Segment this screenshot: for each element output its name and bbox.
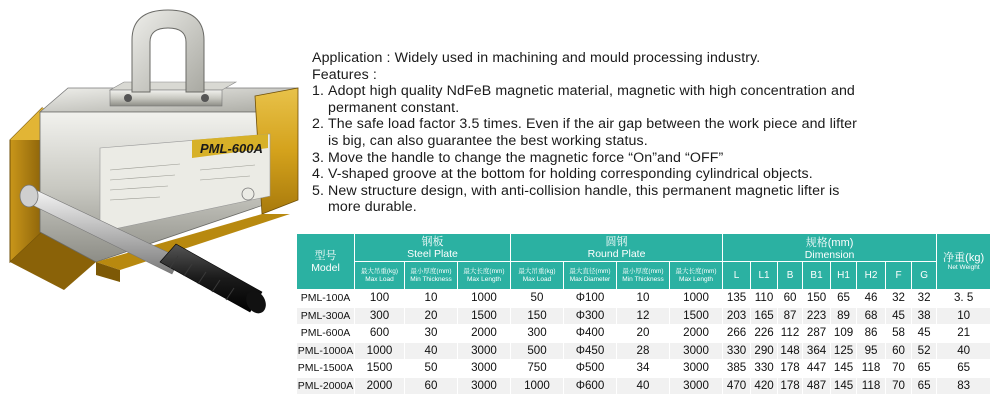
table-cell: 3. 5 — [937, 290, 991, 308]
table-cell: 470 — [723, 377, 751, 395]
table-cell: 1000 — [670, 290, 723, 308]
table-cell: 3000 — [458, 377, 511, 395]
table-cell: 300 — [511, 325, 564, 343]
feature-text: Move the handle to change the magnetic force “On”and “OFF” — [328, 149, 724, 166]
table-cell: 447 — [803, 360, 831, 378]
table-cell: 60 — [886, 342, 912, 360]
table-cell: 65 — [937, 360, 991, 378]
table-cell: 65 — [912, 360, 937, 378]
features-heading: Features : — [312, 66, 377, 83]
table-cell: 150 — [511, 307, 564, 325]
feature-text: New structure design, with anti-collision handle, this permanent magnetic lifter is — [328, 182, 840, 199]
table-cell: 125 — [831, 342, 857, 360]
table-cell: 3000 — [458, 360, 511, 378]
table-cell: 1500 — [355, 360, 405, 378]
table-cell: 145 — [831, 377, 857, 395]
table-cell: 87 — [778, 307, 803, 325]
table-row — [297, 377, 991, 395]
feature-text: more durable. — [328, 199, 417, 216]
subheader-round-max-length: 最大长度(mm) Max Length — [670, 262, 723, 290]
table-cell: 95 — [857, 342, 886, 360]
subheader-dim-h1: H1 — [831, 262, 857, 290]
table-cell: 32 — [912, 290, 937, 308]
table-cell: 40 — [937, 342, 991, 360]
table-row — [297, 360, 991, 378]
table-cell: 34 — [617, 360, 670, 378]
table-cell: 300 — [355, 307, 405, 325]
subheader-round-max-load: 最大吊重(kg) Max Load — [511, 262, 564, 290]
table-cell: 110 — [751, 290, 778, 308]
table-cell: 65 — [831, 290, 857, 308]
feature-number: 3. — [312, 149, 325, 166]
table-cell: 487 — [803, 377, 831, 395]
feature-text: is big, can also guarantee the best working status. — [328, 132, 648, 149]
table-cell-model: PML-1000A — [297, 342, 355, 360]
table-cell-model: PML-2000A — [297, 377, 355, 395]
table-cell: 500 — [511, 342, 564, 360]
product-image — [0, 0, 300, 320]
table-cell: 109 — [831, 325, 857, 343]
table-cell: 2000 — [355, 377, 405, 395]
table-cell: Φ100 — [564, 290, 617, 308]
table-cell: 89 — [831, 307, 857, 325]
product-description — [312, 50, 912, 216]
subheader-steel-max-load: 最大吊重(kg) Max Load — [355, 262, 405, 290]
table-cell-model: PML-100A — [297, 290, 355, 308]
table-cell: 32 — [886, 290, 912, 308]
subheader-steel-max-length: 最大长度(mm) Max Length — [458, 262, 511, 290]
feature-number: 2. — [312, 116, 325, 133]
table-cell: 3000 — [670, 360, 723, 378]
table-cell: 145 — [831, 360, 857, 378]
table-cell: Φ300 — [564, 307, 617, 325]
table-cell: 226 — [751, 325, 778, 343]
feature-number: 1. — [312, 83, 325, 100]
table-cell: 45 — [886, 307, 912, 325]
table-cell: 70 — [886, 377, 912, 395]
feature-item — [312, 83, 912, 116]
table-cell: 100 — [355, 290, 405, 308]
table-cell: 10 — [937, 307, 991, 325]
table-cell: 178 — [778, 360, 803, 378]
table-cell: 58 — [886, 325, 912, 343]
table-cell: 150 — [803, 290, 831, 308]
table-cell: Φ500 — [564, 360, 617, 378]
feature-text: The safe load factor 3.5 times. Even if the air gap between the work piece and lifter — [328, 116, 857, 133]
subheader-dim-b: B — [778, 262, 803, 290]
table-cell: 364 — [803, 342, 831, 360]
table-cell: 1500 — [670, 307, 723, 325]
table-cell: 30 — [405, 325, 458, 343]
table-cell: Φ400 — [564, 325, 617, 343]
feature-number: 5. — [312, 182, 325, 199]
table-cell: 60 — [778, 290, 803, 308]
table-cell: 287 — [803, 325, 831, 343]
table-cell-model: PML-300A — [297, 307, 355, 325]
table-cell: 118 — [857, 377, 886, 395]
table-cell: 20 — [617, 325, 670, 343]
subheader-dim-h2: H2 — [857, 262, 886, 290]
table-cell: 65 — [912, 377, 937, 395]
feature-text: Adopt high quality NdFeB magnetic material, magnetic with high concentration and — [328, 83, 855, 100]
feature-item — [312, 183, 912, 216]
table-cell: 1000 — [355, 342, 405, 360]
table-cell: 10 — [617, 290, 670, 308]
table-cell: Φ600 — [564, 377, 617, 395]
table-cell: 330 — [723, 342, 751, 360]
header-steel-plate: 钢板 Steel Plate — [355, 234, 511, 262]
table-cell: 135 — [723, 290, 751, 308]
table-cell: 12 — [617, 307, 670, 325]
table-cell: 40 — [405, 342, 458, 360]
feature-text: permanent constant. — [328, 99, 460, 116]
specification-table — [296, 233, 991, 395]
specification-table-body — [297, 290, 991, 395]
header-net-weight: 净重(kg) Net Weight — [937, 234, 991, 290]
table-cell: Φ450 — [564, 342, 617, 360]
feature-item — [312, 150, 912, 167]
table-cell: 83 — [937, 377, 991, 395]
table-cell: 330 — [751, 360, 778, 378]
application-text: Application : Widely used in machining and mould processing industry. — [312, 50, 761, 66]
table-row — [297, 307, 991, 325]
table-cell: 70 — [886, 360, 912, 378]
product-model-label: PML-600A — [200, 141, 263, 156]
feature-number: 4. — [312, 166, 325, 183]
table-cell: 1000 — [458, 290, 511, 308]
table-cell: 112 — [778, 325, 803, 343]
feature-item — [312, 166, 912, 183]
table-row — [297, 342, 991, 360]
table-cell: 46 — [857, 290, 886, 308]
table-cell-model: PML-1500A — [297, 360, 355, 378]
table-cell: 118 — [857, 360, 886, 378]
table-cell: 1000 — [511, 377, 564, 395]
table-cell: 10 — [405, 290, 458, 308]
table-cell: 50 — [511, 290, 564, 308]
table-cell: 3000 — [458, 342, 511, 360]
table-cell: 148 — [778, 342, 803, 360]
table-cell: 178 — [778, 377, 803, 395]
feature-item — [312, 116, 912, 149]
subheader-dim-f: F — [886, 262, 912, 290]
table-cell-model: PML-600A — [297, 325, 355, 343]
table-cell: 2000 — [670, 325, 723, 343]
subheader-dim-g: G — [912, 262, 937, 290]
table-cell: 68 — [857, 307, 886, 325]
subheader-dim-l: L — [723, 262, 751, 290]
table-cell: 385 — [723, 360, 751, 378]
table-cell: 2000 — [458, 325, 511, 343]
table-row — [297, 325, 991, 343]
table-cell: 60 — [405, 377, 458, 395]
table-cell: 290 — [751, 342, 778, 360]
table-cell: 50 — [405, 360, 458, 378]
magnetic-lifter-illustration — [0, 0, 300, 320]
table-cell: 52 — [912, 342, 937, 360]
table-cell: 38 — [912, 307, 937, 325]
table-cell: 266 — [723, 325, 751, 343]
table-cell: 3000 — [670, 342, 723, 360]
table-cell: 750 — [511, 360, 564, 378]
feature-text: V-shaped groove at the bottom for holding corresponding cylindrical objects. — [328, 166, 813, 183]
table-cell: 3000 — [670, 377, 723, 395]
header-model: 型号 Model — [297, 234, 355, 290]
table-cell: 21 — [937, 325, 991, 343]
table-cell: 203 — [723, 307, 751, 325]
header-dimension: 规格(mm) Dimension — [723, 234, 937, 262]
table-cell: 165 — [751, 307, 778, 325]
table-cell: 28 — [617, 342, 670, 360]
subheader-dim-l1: L1 — [751, 262, 778, 290]
table-cell: 86 — [857, 325, 886, 343]
subheader-steel-min-thickness: 最小厚度(mm) Min Thickness — [405, 262, 458, 290]
subheader-dim-b1: B1 — [803, 262, 831, 290]
table-cell: 1500 — [458, 307, 511, 325]
table-cell: 45 — [912, 325, 937, 343]
table-cell: 20 — [405, 307, 458, 325]
table-cell: 600 — [355, 325, 405, 343]
table-row — [297, 290, 991, 308]
subheader-round-min-thickness: 最小厚度(mm) Min Thickness — [617, 262, 670, 290]
subheader-round-max-diameter: 最大直径(mm) Max Diameter — [564, 262, 617, 290]
header-round-plate: 圆钢 Round Plate — [511, 234, 723, 262]
table-cell: 40 — [617, 377, 670, 395]
table-cell: 420 — [751, 377, 778, 395]
table-cell: 223 — [803, 307, 831, 325]
